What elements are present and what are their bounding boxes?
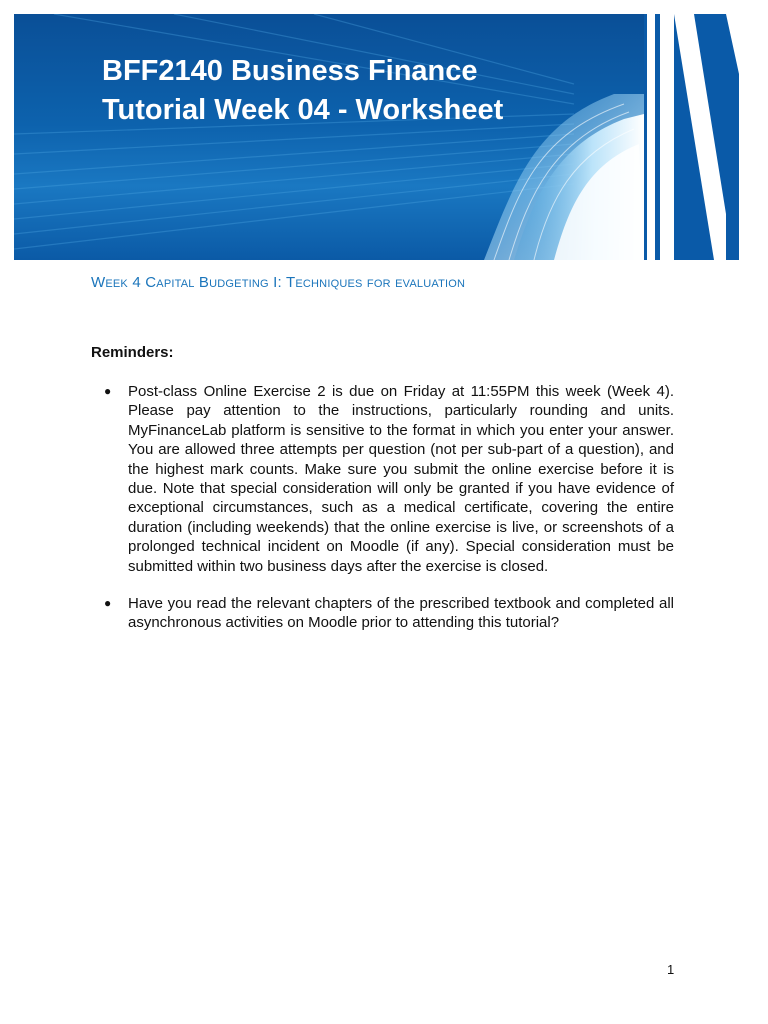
section-heading: Week 4 Capital Budgeting I: Techniques for evaluation [91,274,466,291]
bullet-icon: ● [104,596,112,611]
reminders-list [91,382,674,651]
document-title [102,52,503,130]
bullet-icon: ● [104,384,112,398]
reminder-text: Have you read the relevant chapters of the prescribed textbook and completed all asynchronous activities on Moodle prior to attending this tutorial? [128,595,674,632]
reminders-label: Reminders: [91,344,174,361]
list-item [91,382,674,576]
title-line-2: Tutorial Week 04 - Worksheet [102,94,504,126]
reminder-text: Post-class Online Exercise 2 is due on Friday at 11:55PM this week (Week 4). Please pay attention to the instructions, particularly rounding and units. MyFinanceLab platform is sensitive to the format in which you enter your answer. You are allowed three attempts per question (not per sub-part of a question), and the highest mark counts. Make sure you submit the online exercise before it is due. Note that special consideration will only be granted if you have evidence of exceptional circumstances, such as a medical certificate, covering the entire duration (including weekends) that the online exercise is live, or screenshots of a prolonged technical incident on Moodle (if any). Special consideration must be submitted within two business days after the exercise is closed. [128,383,674,575]
header-banner [14,14,753,260]
page-number: 1 [667,962,675,977]
title-line-1: BFF2140 Business Finance [102,55,478,87]
banner-artwork [14,14,753,260]
list-item [91,594,674,633]
